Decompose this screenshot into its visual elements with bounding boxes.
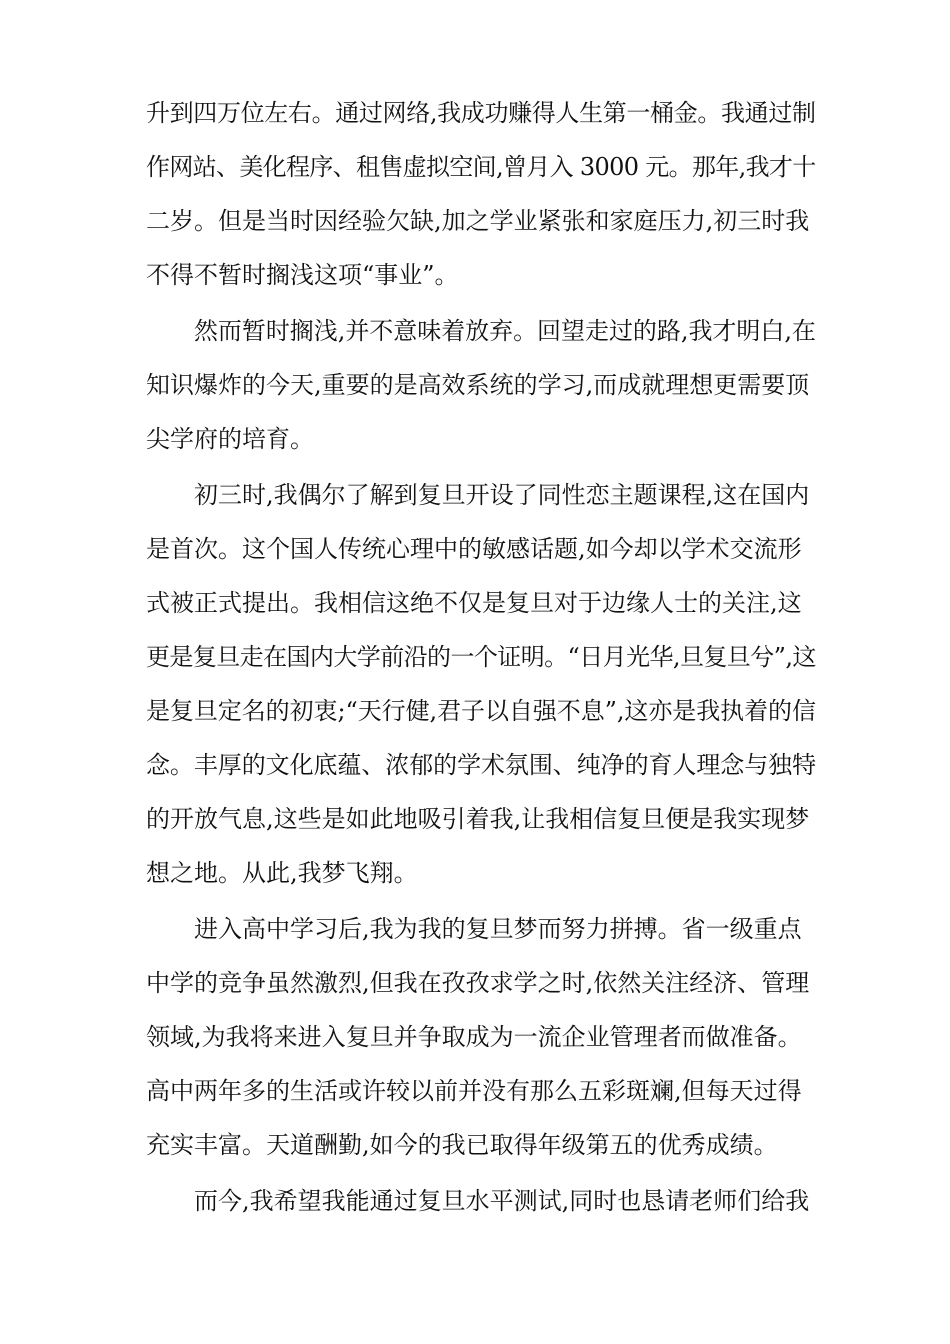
text-line: 高中两年多的生活或许较以前并没有那么五彩斑斓,但每天过得 [146,1077,802,1105]
text-line: 中学的竞争虽然激烈,但我在孜孜求学之时,依然关注经济、管理 [146,969,810,997]
text-line: 二岁。但是当时因经验欠缺,加之学业紧张和家庭压力,初三时我 [146,207,810,235]
text-line: 是首次。这个国人传统心理中的敏感话题,如今却以学术交流形 [146,535,802,563]
text-line: 领域,为我将来进入复旦并争取成为一流企业管理者而做准备。 [146,1023,802,1051]
text-line: 升到四万位左右。通过网络,我成功赚得人生第一桶金。我通过制 [146,99,816,127]
text-line: 更是复旦走在国内大学前沿的一个证明。“日月光华,旦复旦兮”,这 [146,643,816,671]
paragraph-5 [146,1174,816,1228]
text-line: 作网站、美化程序、租售虚拟空间,曾月入 3000 元。那年,我才十 [146,153,816,181]
text-line: 而今,我希望我能通过复旦水平测试,同时也恳请老师们给我 [146,1187,810,1215]
paragraph-4 [146,902,816,1172]
text-line: 的开放气息,这些是如此地吸引着我,让我相信复旦便是我实现梦 [146,805,810,833]
text-line: 尖学府的培育。 [146,425,314,453]
text-line: 进入高中学习后,我为我的复旦梦而努力拼搏。省一级重点 [146,915,802,943]
text-line: 充实丰富。天道酬勤,如今的我已取得年级第五的优秀成绩。 [146,1131,778,1159]
text-line: 不得不暂时搁浅这项“事业”。 [146,261,459,289]
paragraph-2 [146,304,816,466]
text-line: 是复旦定名的初衷;“天行健,君子以自强不息”,这亦是我执着的信 [146,697,816,725]
paragraph-3 [146,468,816,900]
text-line: 初三时,我偶尔了解到复旦开设了同性恋主题课程,这在国内 [146,481,810,509]
text-line: 知识爆炸的今天,重要的是高效系统的学习,而成就理想更需要顶 [146,371,810,399]
text-line: 想之地。从此,我梦飞翔。 [146,859,418,887]
document-body [146,86,816,1230]
text-line: 念。丰厚的文化底蕴、浓郁的学术氛围、纯净的育人理念与独特 [146,751,816,779]
paragraph-1 [146,86,816,302]
text-line: 然而暂时搁浅,并不意味着放弃。回望走过的路,我才明白,在 [146,317,816,345]
text-line: 式被正式提出。我相信这绝不仅是复旦对于边缘人士的关注,这 [146,589,802,617]
